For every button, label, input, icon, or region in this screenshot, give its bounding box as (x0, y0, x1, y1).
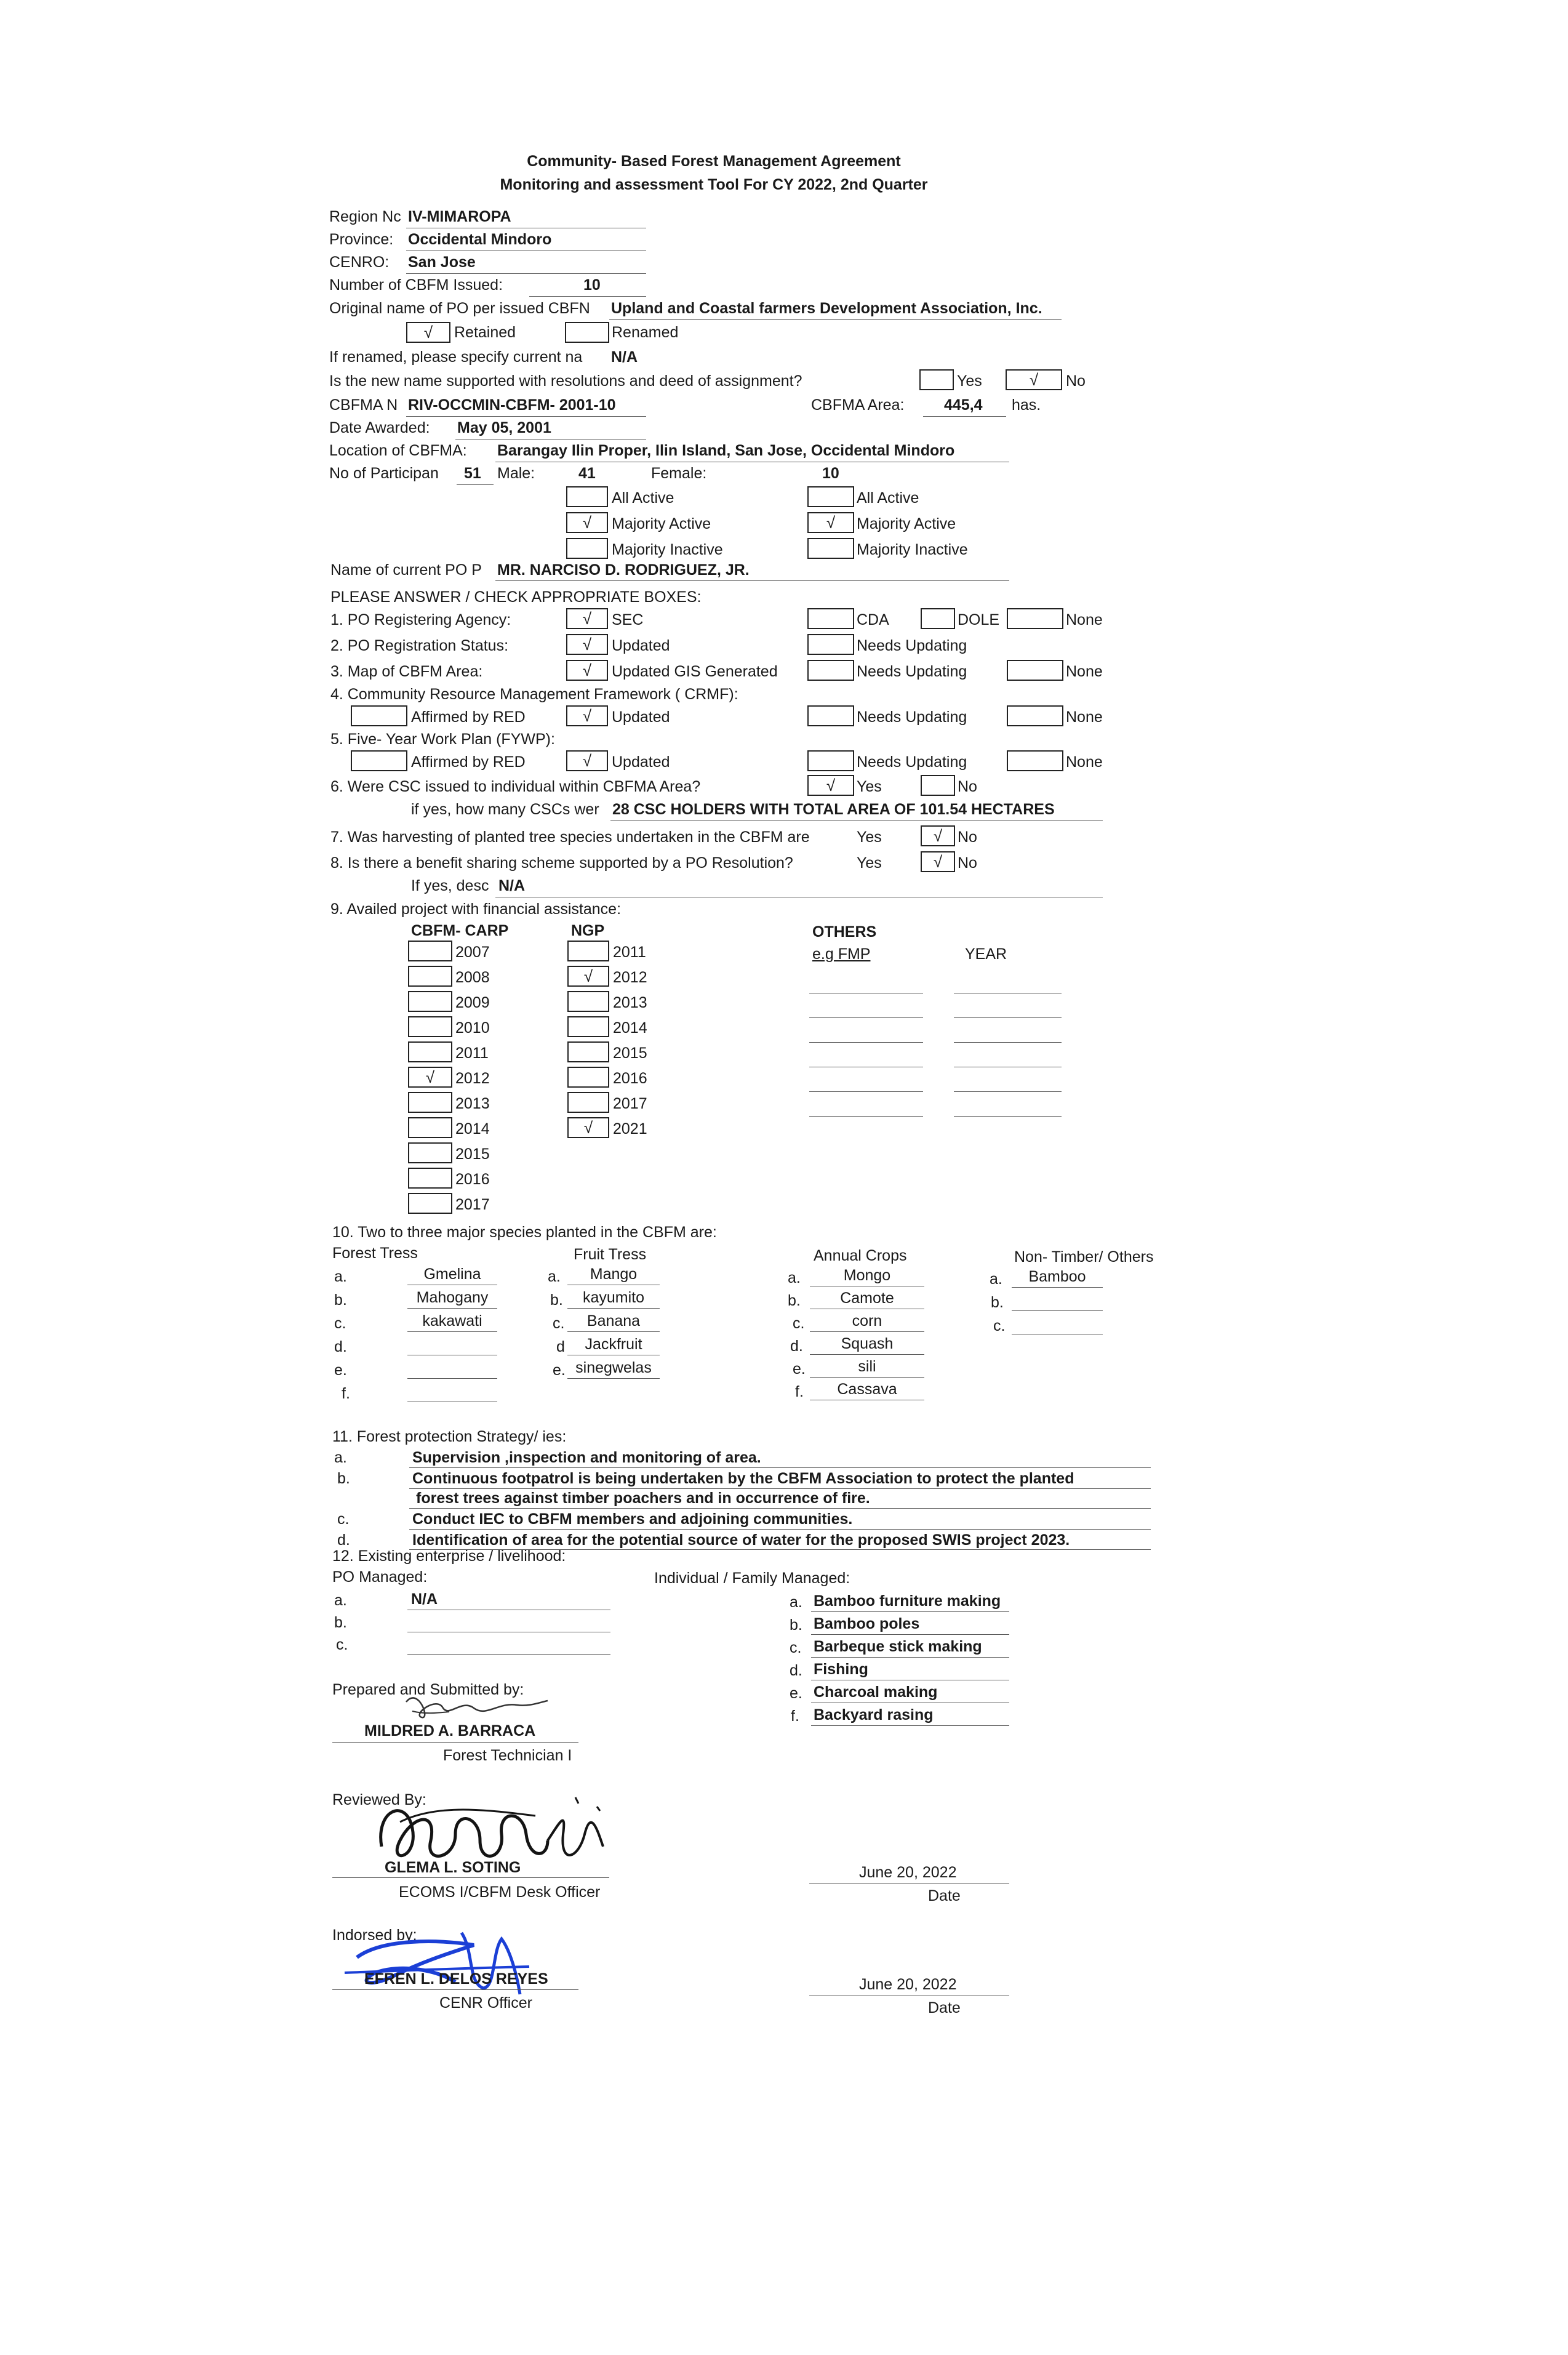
q8-label: 8. Is there a benefit sharing scheme supported by a PO Resolution? (330, 854, 793, 872)
q7-no-label: No (958, 828, 977, 846)
carp-checkbox[interactable] (408, 966, 452, 987)
indiv-letter: c. (790, 1639, 802, 1656)
carp-checkbox[interactable] (408, 1016, 452, 1037)
fruit-letter: e. (553, 1362, 566, 1379)
location-value: Barangay Ilin Proper, Ilin Island, San Jose, Occidental Mindoro (497, 442, 955, 459)
ngp-checkbox[interactable] (567, 1067, 609, 1088)
q11-a: Supervision ,inspection and monitoring of area. (412, 1449, 761, 1466)
carp-year: 2016 (455, 1171, 490, 1188)
q5-affirmed-checkbox[interactable] (351, 750, 407, 771)
annual-crop: corn (852, 1312, 882, 1330)
q8-no-label: No (958, 854, 977, 872)
annual-letter: a. (788, 1269, 801, 1286)
q4-none-label: None (1066, 708, 1103, 726)
q1-sec-checkbox[interactable]: √ (566, 608, 608, 629)
annual-letter: e. (793, 1360, 806, 1378)
q11-d-letter: d. (337, 1531, 350, 1549)
ngp-checkbox[interactable] (567, 941, 609, 961)
annual-letter: d. (790, 1338, 803, 1355)
q2-needs-checkbox[interactable] (807, 634, 854, 655)
q6-howmany-label: if yes, how many CSCs wer (411, 801, 599, 818)
prepared-title: Forest Technician I (443, 1747, 572, 1764)
indorsed-signature (332, 1914, 566, 2000)
q5-updated-checkbox[interactable]: √ (566, 750, 608, 771)
q5-none-label: None (1066, 753, 1103, 771)
annual-crop: Mongo (843, 1267, 891, 1284)
q1-dole-label: DOLE (958, 611, 1000, 628)
q3-updated-checkbox[interactable]: √ (566, 660, 608, 681)
indiv-enterprise: Bamboo furniture making (814, 1592, 1001, 1610)
carp-year: 2011 (455, 1045, 489, 1062)
female-majority-inactive-checkbox[interactable] (807, 538, 854, 559)
indiv-managed-header: Individual / Family Managed: (654, 1570, 850, 1587)
q2-label: 2. PO Registration Status: (330, 637, 509, 654)
nontimber-item: Bamboo (1028, 1268, 1086, 1285)
province-label: Province: (329, 231, 394, 248)
q3-none-checkbox[interactable] (1007, 660, 1063, 681)
q4-needs-checkbox[interactable] (807, 705, 854, 726)
q11-label: 11. Forest protection Strategy/ ies: (332, 1428, 567, 1445)
carp-checkbox[interactable] (408, 1092, 452, 1113)
retained-label: Retained (454, 324, 516, 341)
annual-letter: f. (795, 1383, 804, 1400)
date-awarded-value: May 05, 2001 (457, 419, 551, 436)
female-majority-active-checkbox[interactable]: √ (807, 512, 854, 533)
reviewed-date: June 20, 2022 (859, 1864, 957, 1881)
cbfma-area-value: 445,4 (944, 396, 983, 414)
indiv-enterprise: Charcoal making (814, 1683, 938, 1701)
fruit-letter: d (556, 1338, 565, 1355)
q5-needs-checkbox[interactable] (807, 750, 854, 771)
q4-affirmed-label: Affirmed by RED (411, 708, 526, 726)
reviewed-label: Reviewed By: (332, 1791, 426, 1808)
ngp-year: 2012 (613, 969, 647, 986)
q8-desc-label: If yes, desc (411, 877, 489, 894)
q6-label: 6. Were CSC issued to individual within CBFMA Area? (330, 778, 701, 795)
carp-checkbox[interactable] (408, 991, 452, 1012)
carp-year: 2014 (455, 1120, 490, 1137)
po-letter: c. (336, 1636, 348, 1653)
renamed-specify-label: If renamed, please specify current na (329, 348, 583, 366)
annual-letter: c. (793, 1315, 805, 1332)
carp-checkbox[interactable] (408, 1142, 452, 1163)
ngp-checkbox[interactable] (567, 1016, 609, 1037)
indiv-letter: a. (790, 1594, 802, 1611)
q2-updated-checkbox[interactable]: √ (566, 634, 608, 655)
fruit-letter: c. (553, 1315, 565, 1332)
male-majority-active-label: Majority Active (612, 515, 711, 532)
q11-b1: Continuous footpatrol is being undertaken by the CBFM Association to protect the planted (412, 1470, 1074, 1487)
new-name-yes-label: Yes (957, 372, 982, 390)
forest-letter: c. (334, 1315, 346, 1332)
q10-label: 10. Two to three major species planted in the CBFM are: (332, 1224, 717, 1241)
carp-year: 2017 (455, 1196, 490, 1213)
renamed-checkbox[interactable] (565, 322, 609, 343)
cbfm-issued-value: 10 (583, 276, 601, 294)
fruit-species: Jackfruit (585, 1336, 642, 1353)
form-subtitle: Monitoring and assessment Tool For CY 2022, 2nd Quarter (500, 176, 928, 193)
female-all-active-checkbox[interactable] (807, 486, 854, 507)
male-all-active-checkbox[interactable] (566, 486, 608, 507)
q5-needs-label: Needs Updating (857, 753, 967, 771)
q1-label: 1. PO Registering Agency: (330, 611, 511, 628)
forest-letter: e. (334, 1362, 347, 1379)
q1-none-label: None (1066, 611, 1103, 628)
reviewed-date-label: Date (928, 1887, 961, 1904)
new-name-no-label: No (1066, 372, 1086, 390)
indiv-enterprise: Barbeque stick making (814, 1638, 982, 1655)
reviewed-name: GLEMA L. SOTING (385, 1859, 521, 1876)
indiv-letter: d. (790, 1662, 802, 1679)
forest-species: Gmelina (423, 1266, 481, 1283)
indiv-enterprise: Fishing (814, 1661, 868, 1678)
carp-year: 2010 (455, 1019, 490, 1037)
carp-checkbox[interactable] (408, 1168, 452, 1189)
ngp-year: 2017 (613, 1095, 647, 1112)
female-label: Female: (651, 465, 707, 482)
cenro-label: CENRO: (329, 254, 390, 271)
annual-crop: Squash (841, 1335, 894, 1352)
nontimber-letter: c. (993, 1317, 1006, 1334)
cbfm-issued-label: Number of CBFM Issued: (329, 276, 503, 294)
participants-value: 51 (464, 465, 481, 482)
q4-needs-label: Needs Updating (857, 708, 967, 726)
female-majority-inactive-label: Majority Inactive (857, 541, 968, 558)
q3-none-label: None (1066, 663, 1103, 680)
year-header: YEAR (965, 945, 1007, 963)
indiv-enterprise: Bamboo poles (814, 1615, 920, 1632)
indorsed-title: CENR Officer (439, 1994, 532, 2012)
q8-desc-value: N/A (498, 877, 526, 894)
q9-label: 9. Availed project with financial assistance: (330, 901, 622, 918)
female-majority-active-label: Majority Active (857, 515, 956, 532)
q7-yes-label: Yes (857, 828, 882, 846)
q11-c: Conduct IEC to CBFM members and adjoining communities. (412, 1510, 853, 1528)
retained-checkbox[interactable]: √ (406, 322, 450, 343)
forest-letter: a. (334, 1268, 347, 1285)
orig-name-value: Upland and Coastal farmers Development Association, Inc. (611, 300, 1042, 317)
new-name-yes-checkbox[interactable] (919, 369, 954, 390)
region-label: Region Nc (329, 208, 401, 225)
po-letter: a. (334, 1592, 347, 1609)
cbfma-area-unit: has. (1012, 396, 1041, 414)
q7-no-checkbox[interactable]: √ (921, 825, 955, 846)
po-managed-header: PO Managed: (332, 1568, 428, 1586)
po-name-label: Name of current PO P (330, 561, 482, 579)
nontimber-letter: a. (990, 1270, 1002, 1288)
annual-crop: sili (858, 1358, 876, 1375)
q5-none-checkbox[interactable] (1007, 750, 1063, 771)
q11-b-letter: b. (337, 1470, 350, 1487)
carp-checkbox[interactable] (408, 941, 452, 961)
ngp-checkbox[interactable] (567, 1041, 609, 1062)
indiv-enterprise: Backyard rasing (814, 1706, 934, 1723)
q4-label: 4. Community Resource Management Framework ( CRMF): (330, 686, 738, 703)
location-label: Location of CBFMA: (329, 442, 467, 459)
indiv-letter: f. (791, 1707, 799, 1725)
new-name-question: Is the new name supported with resolutions and deed of assignment? (329, 372, 802, 390)
reviewed-title: ECOMS I/CBFM Desk Officer (399, 1884, 601, 1901)
indorsed-date-label: Date (928, 1999, 961, 2016)
q3-updated-label: Updated GIS Generated (612, 663, 778, 680)
q12-label: 12. Existing enterprise / livelihood: (332, 1547, 566, 1565)
forest-header: Forest Tress (332, 1245, 418, 1262)
ngp-year: 2021 (613, 1120, 647, 1137)
q1-none-checkbox[interactable] (1007, 608, 1063, 629)
female-value: 10 (822, 465, 839, 482)
q6-no-label: No (958, 778, 977, 795)
carp-checkbox[interactable]: √ (408, 1067, 452, 1088)
ngp-year: 2014 (613, 1019, 647, 1037)
q1-sec-label: SEC (612, 611, 644, 628)
cbfma-area-label: CBFMA Area: (811, 396, 905, 414)
ngp-year: 2015 (613, 1045, 647, 1062)
fruit-letter: b. (550, 1291, 563, 1309)
q2-updated-label: Updated (612, 637, 670, 654)
q11-d: Identification of area for the potential source of water for the proposed SWIS project 2023. (412, 1531, 1070, 1549)
ngp-checkbox[interactable] (567, 991, 609, 1012)
q6-yes-label: Yes (857, 778, 882, 795)
q4-affirmed-checkbox[interactable] (351, 705, 407, 726)
q11-c-letter: c. (337, 1510, 350, 1528)
q11-b2: forest trees against timber poachers and in occurrence of fire. (416, 1490, 870, 1507)
region-value: IV-MIMAROPA (408, 208, 511, 225)
q8-yes-label: Yes (857, 854, 882, 872)
q6-yes-checkbox[interactable]: √ (807, 775, 854, 796)
po-letter: b. (334, 1614, 347, 1631)
q5-updated-label: Updated (612, 753, 670, 771)
q2-needs-label: Needs Updating (857, 637, 967, 654)
forest-letter: d. (334, 1338, 347, 1355)
date-awarded-label: Date Awarded: (329, 419, 430, 436)
q3-label: 3. Map of CBFM Area: (330, 663, 483, 680)
male-label: Male: (497, 465, 535, 482)
annual-letter: b. (788, 1292, 801, 1309)
participants-label: No of Participan (329, 465, 439, 482)
q3-needs-label: Needs Updating (857, 663, 967, 680)
annual-header: Annual Crops (814, 1247, 907, 1264)
q7-label: 7. Was harvesting of planted tree species undertaken in the CBFM are (330, 828, 810, 846)
indiv-letter: b. (790, 1616, 802, 1634)
others-header: OTHERS (812, 923, 877, 941)
cbfma-no-value: RIV-OCCMIN-CBFM- 2001-10 (408, 396, 616, 414)
ngp-year: 2016 (613, 1070, 647, 1087)
male-majority-inactive-label: Majority Inactive (612, 541, 723, 558)
cenro-value: San Jose (408, 254, 476, 271)
q5-affirmed-label: Affirmed by RED (411, 753, 526, 771)
male-all-active-label: All Active (612, 489, 674, 507)
forest-letter: b. (334, 1291, 347, 1309)
carp-checkbox[interactable] (408, 1041, 452, 1062)
indiv-letter: e. (790, 1685, 802, 1702)
indorsed-date: June 20, 2022 (859, 1976, 957, 1993)
q3-needs-checkbox[interactable] (807, 660, 854, 681)
q6-no-checkbox[interactable] (921, 775, 955, 796)
form-title: Community- Based Forest Management Agreement (527, 153, 901, 170)
forest-species: Mahogany (416, 1289, 489, 1306)
carp-year: 2008 (455, 969, 490, 986)
nontimber-letter: b. (991, 1294, 1004, 1311)
ngp-header: NGP (571, 922, 605, 939)
carp-year: 2013 (455, 1095, 490, 1112)
orig-name-label: Original name of PO per issued CBFN (329, 300, 590, 317)
new-name-no-checkbox[interactable]: √ (1006, 369, 1062, 390)
instructions: PLEASE ANSWER / CHECK APPROPRIATE BOXES: (330, 588, 702, 606)
male-majority-inactive-checkbox[interactable] (566, 538, 608, 559)
forest-species: kakawati (422, 1312, 482, 1330)
carp-year: 2012 (455, 1070, 490, 1087)
carp-checkbox[interactable] (408, 1193, 452, 1214)
ngp-year: 2011 (613, 944, 646, 961)
ngp-checkbox[interactable]: √ (567, 1117, 609, 1138)
fruit-letter: a. (548, 1268, 561, 1285)
q5-label: 5. Five- Year Work Plan (FYWP): (330, 731, 555, 748)
carp-year: 2007 (455, 944, 490, 961)
fruit-header: Fruit Tress (574, 1246, 647, 1263)
ngp-year: 2013 (613, 994, 647, 1011)
province-value: Occidental Mindoro (408, 231, 552, 248)
annual-crop: Camote (840, 1290, 894, 1307)
fruit-species: Banana (586, 1312, 641, 1330)
female-all-active-label: All Active (857, 489, 919, 507)
fruit-species: Mango (590, 1266, 638, 1283)
q4-updated-label: Updated (612, 708, 670, 726)
prepared-name: MILDRED A. BARRACA (364, 1722, 536, 1739)
q4-updated-checkbox[interactable]: √ (566, 705, 608, 726)
renamed-label: Renamed (612, 324, 679, 341)
carp-year: 2009 (455, 994, 490, 1011)
ngp-checkbox[interactable] (567, 1092, 609, 1113)
forest-letter: f. (342, 1385, 350, 1402)
prepared-label: Prepared and Submitted by: (332, 1681, 524, 1698)
ngp-checkbox[interactable]: √ (567, 966, 609, 987)
q1-cda-checkbox[interactable] (807, 608, 854, 629)
carp-checkbox[interactable] (408, 1117, 452, 1138)
male-value: 41 (578, 465, 596, 482)
carp-year: 2015 (455, 1145, 490, 1163)
renamed-specify-value: N/A (611, 348, 638, 366)
indorsed-label: Indorsed by: (332, 1927, 417, 1944)
q4-none-checkbox[interactable] (1007, 705, 1063, 726)
po-enterprise: N/A (411, 1591, 438, 1608)
others-example: e.g FMP (812, 945, 871, 963)
male-majority-active-checkbox[interactable]: √ (566, 512, 608, 533)
nontimber-header: Non- Timber/ Others (1014, 1248, 1154, 1266)
fruit-species: kayumito (582, 1289, 645, 1306)
q8-no-checkbox[interactable]: √ (921, 851, 955, 872)
q1-dole-checkbox[interactable] (921, 608, 955, 629)
indorsed-name: EFREN L. DELOS REYES (364, 1970, 548, 1988)
fruit-species: sinegwelas (575, 1359, 652, 1376)
carp-header: CBFM- CARP (411, 922, 509, 939)
q6-howmany-value: 28 CSC HOLDERS WITH TOTAL AREA OF 101.54 HECTARES (612, 801, 1055, 818)
q1-cda-label: CDA (857, 611, 889, 628)
po-name-value: MR. NARCISO D. RODRIGUEZ, JR. (497, 561, 750, 579)
cbfma-no-label: CBFMA N (329, 396, 398, 414)
q11-a-letter: a. (334, 1449, 347, 1466)
annual-crop: Cassava (837, 1381, 897, 1398)
